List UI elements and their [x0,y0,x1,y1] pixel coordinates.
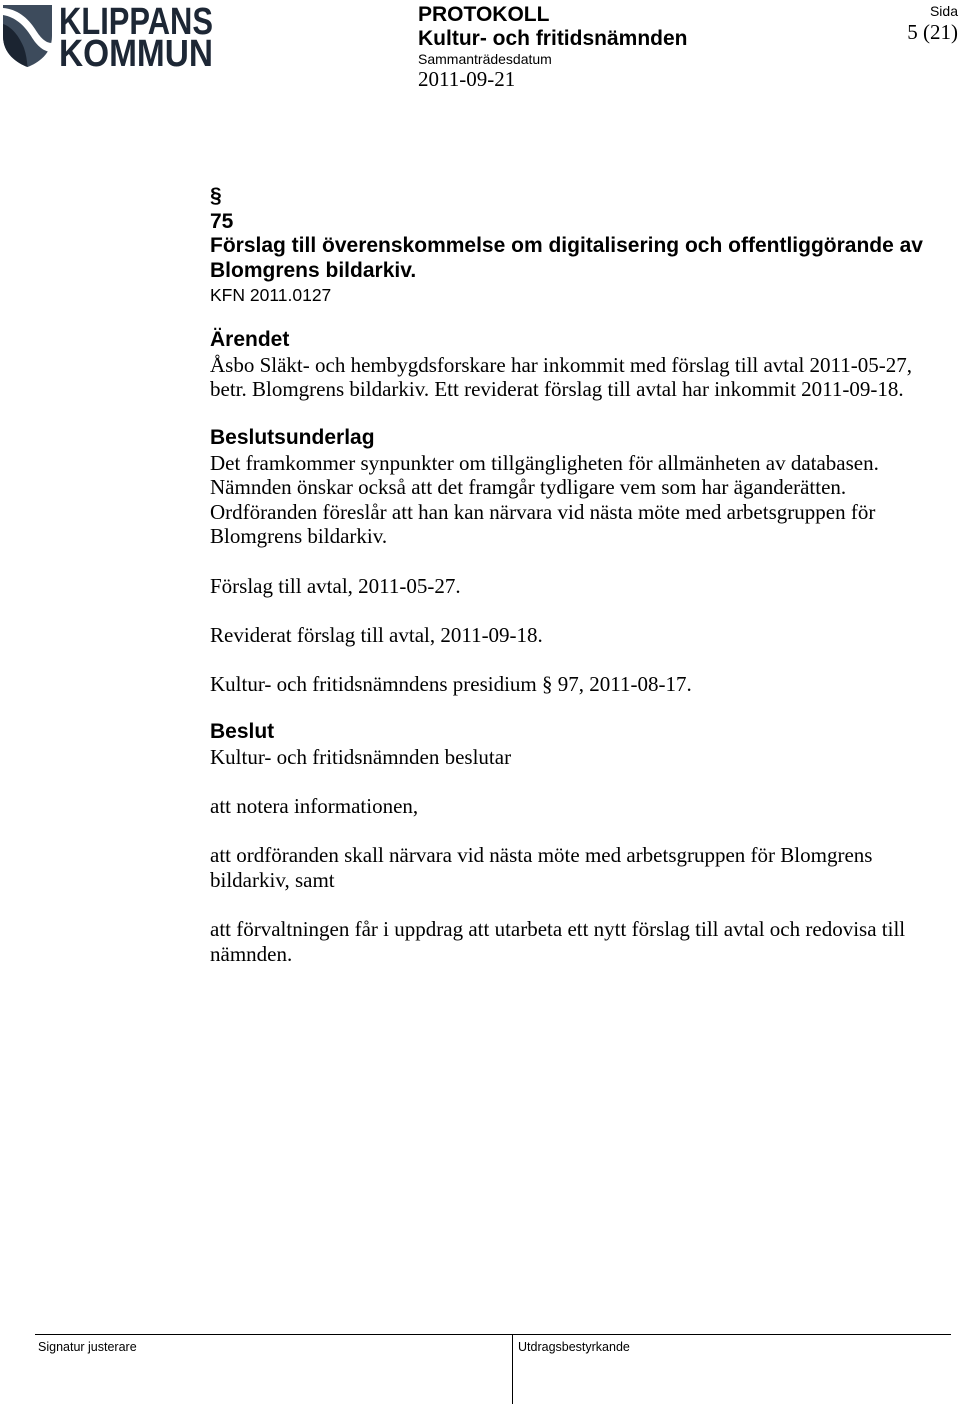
decision-item [210,843,905,892]
item-title-line: Förslag till överenskommelse om digitalisering och offentliggörande av [210,234,923,257]
signature-label: Signatur justerare [38,1340,137,1354]
logo-shield-icon [3,5,52,67]
attachment-list [210,574,692,722]
municipality-logo [0,0,216,75]
logo-text-line2: KOMMUN [59,33,213,75]
page-indicator [907,2,958,44]
page-number: 5 (21) [907,20,958,44]
decision-list [210,794,905,991]
paragraph-sign: § [210,184,222,207]
decision-intro: Kultur- och fritidsnämnden beslutar [210,744,512,769]
section-heading: Ärendet [210,328,290,351]
section-text-line: Åsbo Släkt- och hembygdsforskare har inkommit med förslag till avtal 2011-05-27, [210,352,913,377]
item-title-line: Blomgrens bildarkiv. [210,258,417,282]
footer-rule [35,1334,951,1335]
decision-text-line: att ordföranden skall närvara vid nästa möte med arbetsgruppen för Blomgrens [210,843,873,868]
section-beslutsunderlag [210,426,879,549]
section-text-line: Ordföranden föreslår att han kan närvara vid nästa möte med arbetsgruppen för [210,499,876,524]
decision-item [210,917,905,966]
section-text-line: Det framkommer synpunkter om tillgängligheten för allmänheten av databasen. [210,450,879,475]
decision-text-line: att förvaltningen får i uppdrag att utarbeta ett nytt förslag till avtal och redovisa till [210,916,906,941]
section-heading: Beslutsunderlag [210,426,375,449]
extract-certification-label: Utdragsbestyrkande [518,1340,630,1354]
decision-text-line: att notera informationen, [210,794,419,818]
section-heading: Beslut [210,720,275,743]
committee-name: Kultur- och fritidsnämnden [418,27,688,50]
page-label: Sida [929,3,958,19]
section-arendet [210,328,912,402]
decision-text-line: nämnden. [210,941,293,966]
agenda-item-header [210,183,923,307]
footer-divider [512,1334,513,1404]
section-text-line: Nämnden önskar också att det framgår tydligare vem som har äganderätten. [210,475,847,500]
meeting-date: 2011-09-21 [418,67,516,91]
header-center-block [418,3,688,91]
logo-text-line1: KLIPPANS [59,1,213,43]
decision-item [210,794,905,819]
section-text-line: betr. Blomgrens bildarkiv. Ett reviderat förslag till avtal har inkommit 2011-09-18. [210,377,904,402]
attachment-item: Kultur- och fritidsnämndens presidium § 97, 2011-08-17. [210,672,692,697]
case-reference: KFN 2011.0127 [210,285,332,305]
attachment-item: Reviderat förslag till avtal, 2011-09-18. [210,623,543,648]
section-text-line: Blomgrens bildarkiv. [210,524,388,549]
decision-text-line: bildarkiv, samt [210,867,335,892]
attachment-item: Förslag till avtal, 2011-05-27. [210,574,461,598]
meeting-date-label: Sammanträdesdatum [418,51,552,67]
document-type: PROTOKOLL [418,3,550,26]
section-beslut [210,720,511,769]
item-number: 75 [210,210,234,233]
